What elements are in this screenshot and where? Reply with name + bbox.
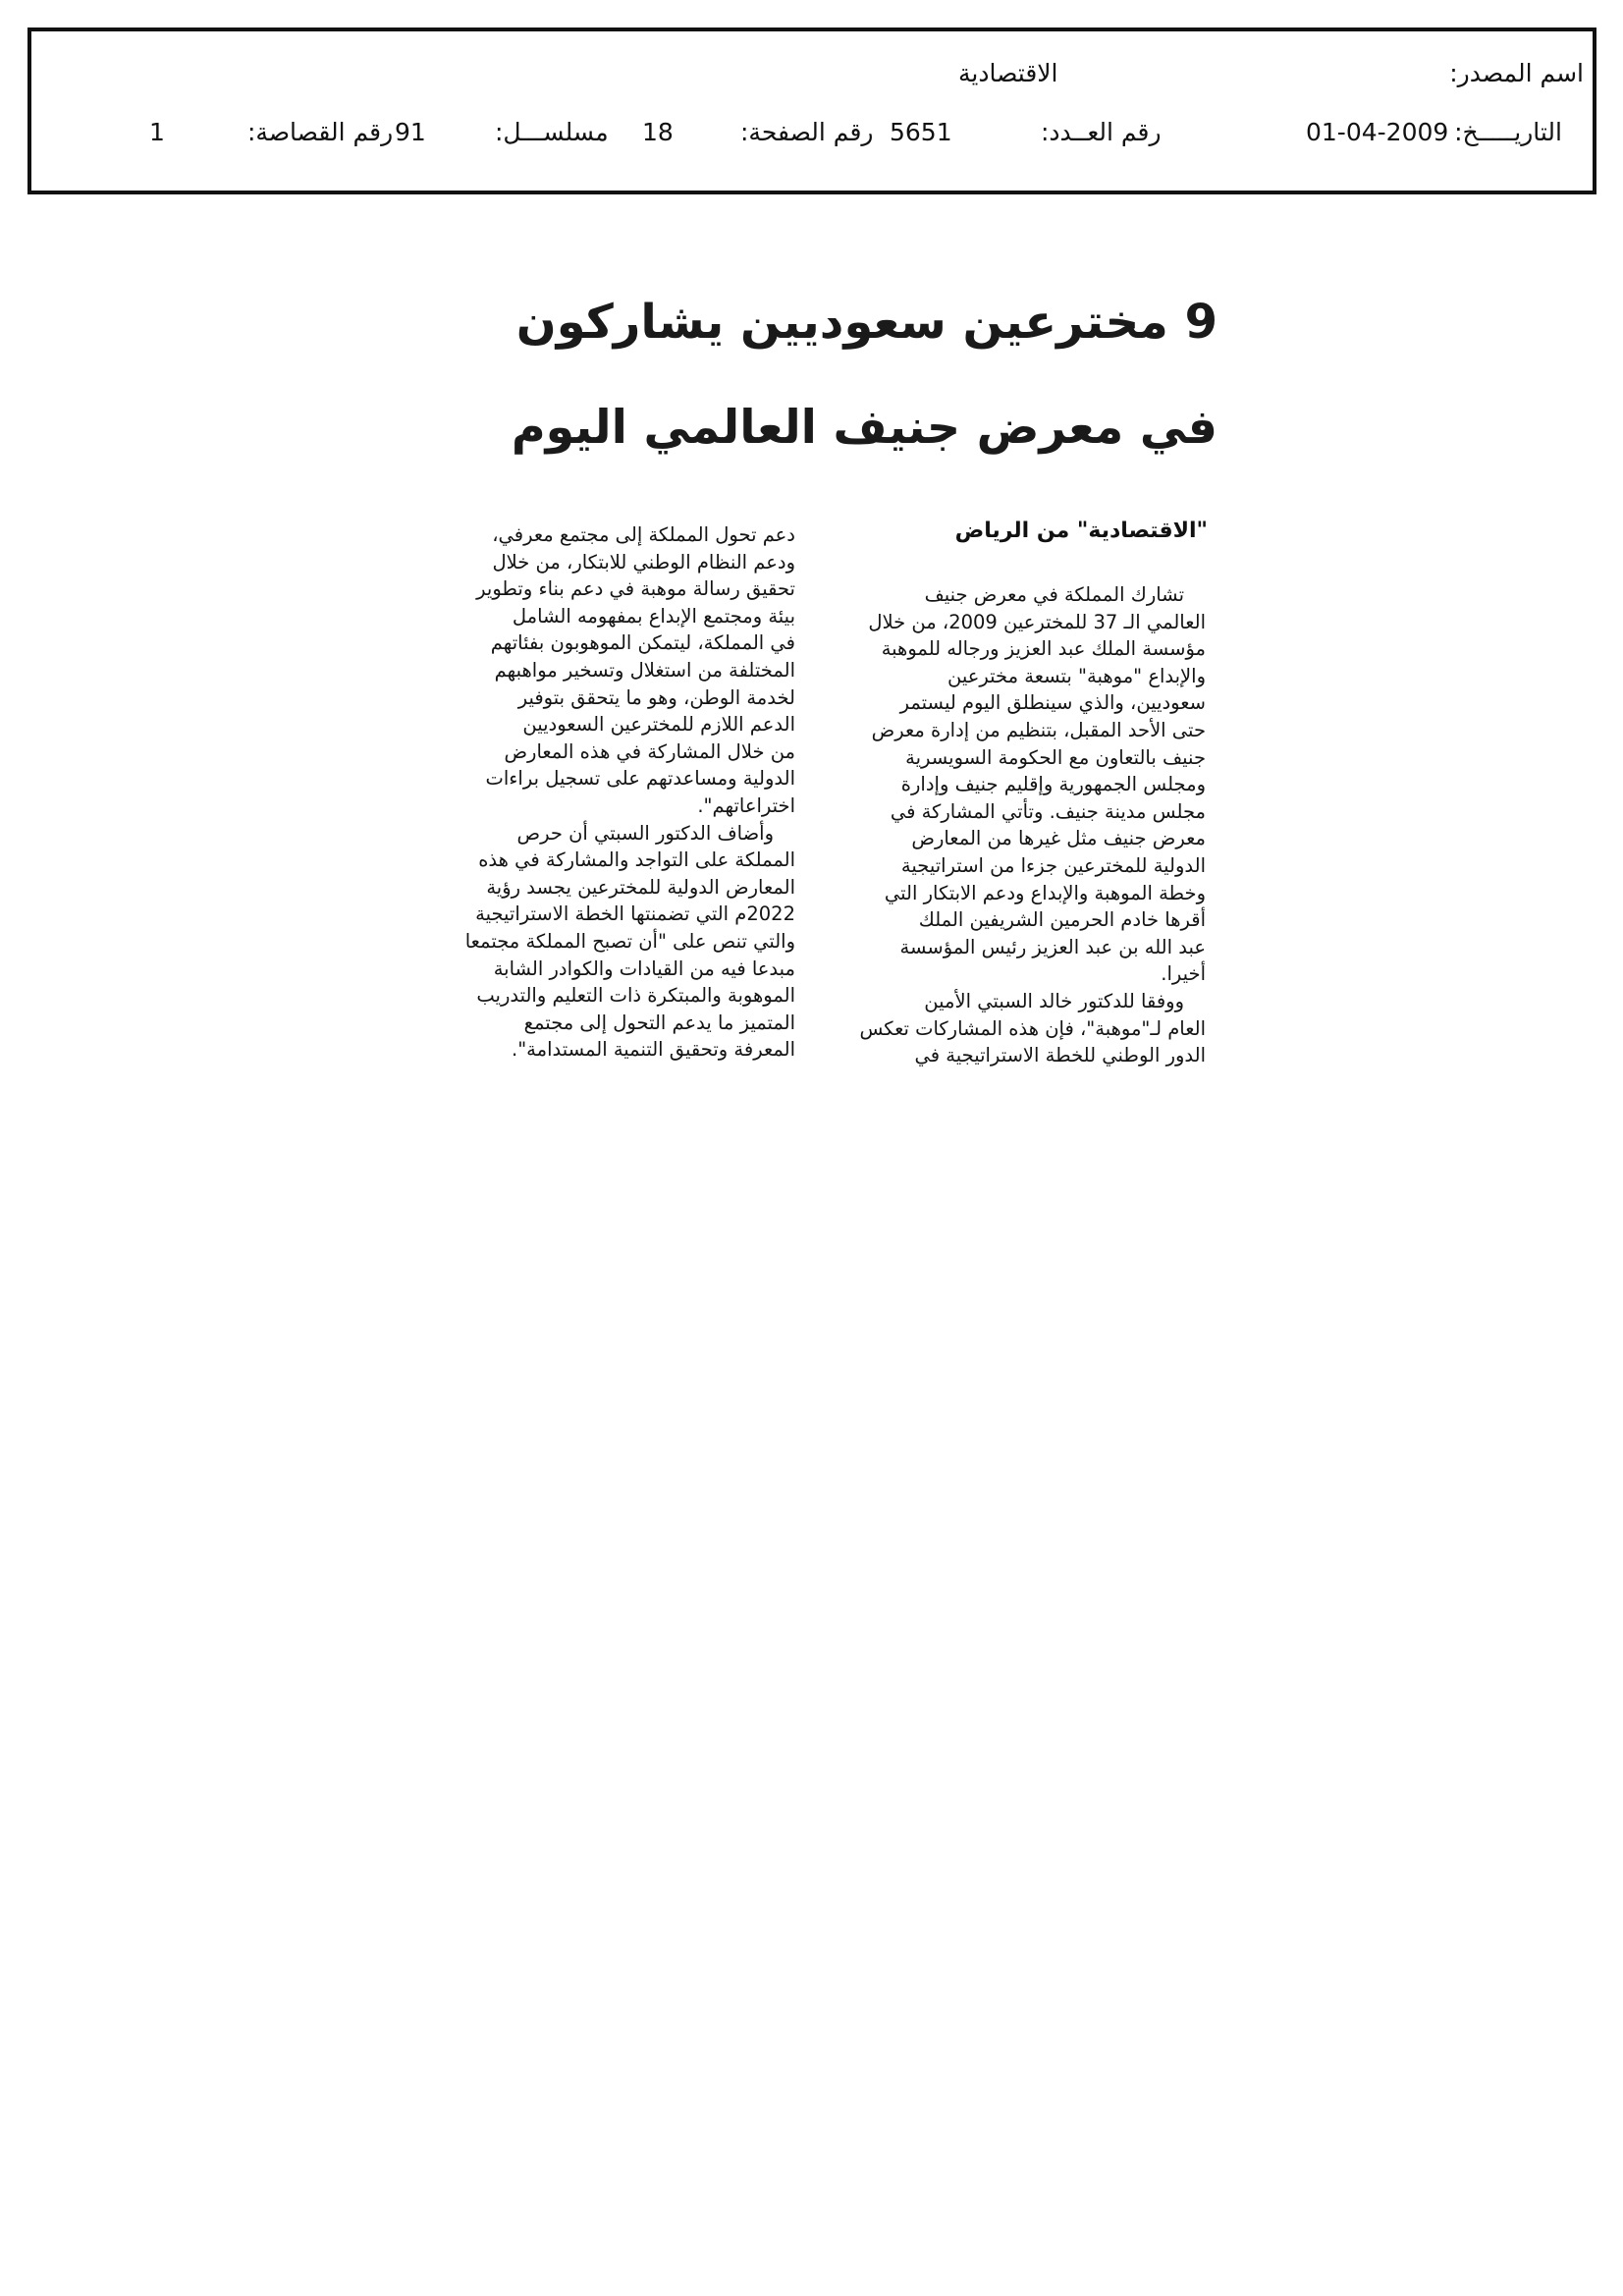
text-line: الدولية ومساعدتهم على تسجيل براءات [485, 767, 795, 791]
text-line: والتي تنص على "أن تصبح المملكة مجتمعا [464, 929, 795, 953]
text-line: 2022م التي تضمنتها الخطة الاستراتيجية [475, 902, 795, 926]
headline-line-2: في معرض جنيف العالمي اليوم [511, 401, 1217, 455]
article-column-left [403, 521, 795, 1064]
text-line: تحقيق رسالة موهبة في دعم بناء وتطوير [476, 577, 795, 601]
text-line: سعوديين، والذي سينطلق اليوم ليستمر [899, 691, 1206, 715]
text-line: مؤسسة الملك عبد العزيز ورجاله للموهبة [881, 637, 1206, 661]
text-line: ودعم النظام الوطني للابتكار، من خلال [492, 550, 795, 574]
text-line: أقرها خادم الحرمين الشريفين الملك [918, 908, 1206, 932]
clip-value: 1 [149, 118, 165, 146]
text-line: العام لـ"موهبة"، فإن هذه المشاركات تعكس [859, 1016, 1206, 1040]
text-line: تشارك المملكة في معرض جنيف [924, 583, 1184, 606]
text-line: بيئة ومجتمع الإبداع بمفهومه الشامل [512, 604, 795, 628]
source-value: الاقتصادية [958, 59, 1058, 87]
byline: "الاقتصادية" من الرياض [954, 519, 1208, 543]
issue-value: 5651 [890, 118, 952, 146]
date-label: التاريـــــخ: [1454, 118, 1562, 146]
clip-label: رقم القصاصة: [247, 118, 394, 146]
text-line: المختلفة من استغلال وتسخير مواهبهم [494, 658, 795, 682]
text-line: ومجلس الجمهورية وإقليم جنيف وإدارة [900, 773, 1206, 796]
text-line: والإبداع "موهبة" بتسعة مخترعين [947, 664, 1206, 687]
headline-line-1: 9 مخترعين سعوديين يشاركون [515, 295, 1217, 350]
text-line: المعرفة وتحقيق التنمية المستدامة". [512, 1038, 795, 1062]
clipping-info-box [27, 27, 1596, 194]
issue-label: رقم العــدد: [1041, 118, 1162, 146]
text-line: ووفقا للدكتور خالد السبتي الأمين [924, 989, 1184, 1012]
text-line: المتميز ما يدعم التحول إلى مجتمع [523, 1011, 795, 1034]
text-line: اختراعاتهم". [697, 793, 795, 817]
text-line: حتى الأحد المقبل، بتنظيم من إدارة معرض [871, 718, 1206, 741]
serial-label: مسلســـل: [495, 118, 609, 146]
date-value: 01-04-2009 [1306, 118, 1449, 146]
text-line: عبد الله بن عبد العزيز رئيس المؤسسة [899, 935, 1206, 958]
text-line: أخيرا. [1161, 962, 1206, 986]
text-line: وخطة الموهبة والإبداع ودعم الابتكار التي [884, 881, 1206, 904]
text-line: مبدعا فيه من القيادات والكوادر الشابة [493, 957, 795, 980]
text-line: العالمي الـ 37 للمخترعين 2009، من خلال [868, 610, 1206, 633]
source-label: اسم المصدر: [1449, 59, 1584, 87]
text-line: جنيف بالتعاون مع الحكومة السويسرية [905, 745, 1206, 769]
text-line: مجلس مدينة جنيف. وتأتي المشاركة في [890, 799, 1206, 823]
serial-value: 91 [395, 118, 426, 146]
text-line: المملكة على التواجد والمشاركة في هذه [478, 848, 795, 872]
text-line: من خلال المشاركة في هذه المعارض [504, 739, 795, 763]
text-line: معرض جنيف مثل غيرها من المعارض [911, 827, 1206, 850]
text-line: وأضاف الدكتور السبتي أن حرص [516, 821, 774, 845]
text-line: المعارض الدولية للمخترعين يجسد رؤية [486, 875, 795, 899]
text-line: الدعم اللازم للمخترعين السعوديين [522, 713, 795, 737]
article-column-right [823, 581, 1206, 1069]
page-label: رقم الصفحة: [740, 118, 874, 146]
page-value: 18 [642, 118, 674, 146]
text-line: الدور الوطني للخطة الاستراتيجية في [914, 1044, 1206, 1067]
text-line: في المملكة، ليتمكن الموهوبون بفئاتهم [490, 631, 795, 655]
text-line: دعم تحول المملكة إلى مجتمع معرفي، [492, 523, 795, 546]
text-line: الدولية للمخترعين جزءا من استراتيجية [900, 853, 1206, 877]
text-line: الموهوبة والمبتكرة ذات التعليم والتدريب [476, 984, 795, 1008]
text-line: لخدمة الوطن، وهو ما يتحقق بتوفير [517, 685, 795, 709]
